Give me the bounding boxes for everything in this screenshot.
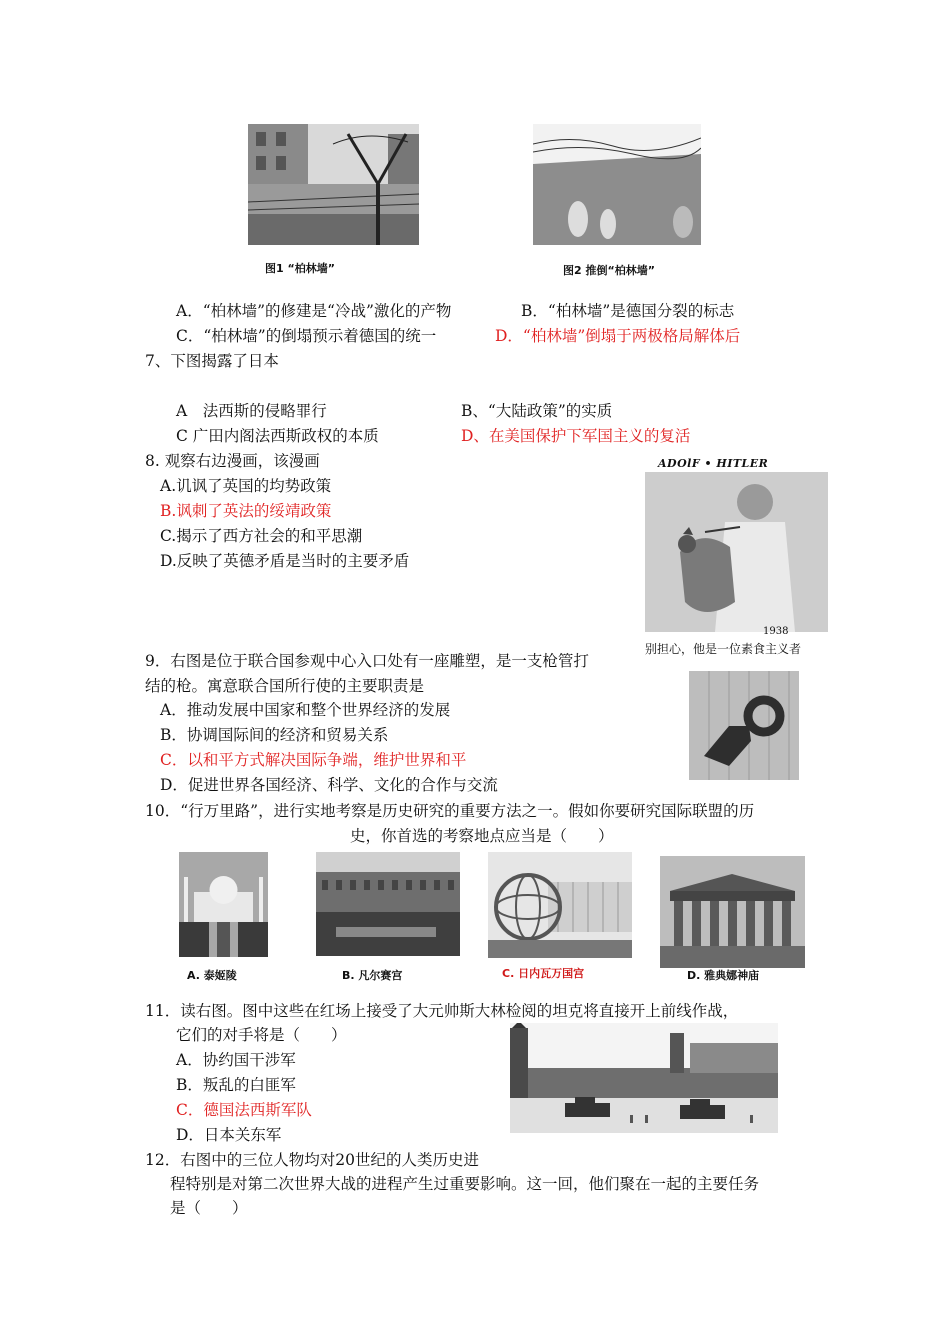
q7-option-c: C 广田内阁法西斯政权的本质 [176,427,379,445]
q10-stem-line1: 10．“行万里路”，进行实地考察是历史研究的重要方法之一。假如你要研究国际联盟的历 [145,802,755,820]
q11-option-d: D．日本关东军 [176,1126,282,1144]
q9-option-c-answer: C．以和平方式解决国际争端，维护世界和平 [160,751,467,769]
q11-stem-line2: 它们的对手将是（ ） [176,1026,347,1044]
q11-option-b: B．叛乱的白匪军 [176,1076,296,1094]
berlin-wall-photo [248,124,419,245]
q6-option-c: C．“柏林墙”的倒塌预示着德国的统一 [176,327,437,345]
q12-stem-line1: 12．右图中的三位人物均对20世纪的人类历史进 [145,1151,479,1169]
q7-option-d-answer: D、在美国保护下军国主义的复活 [461,427,691,445]
berlin-wall-fall-photo [533,124,701,245]
knotted-gun-sculpture-photo [689,671,799,780]
q9-option-a: A．推动发展中国家和整个世界经济的发展 [160,701,451,719]
taj-mahal-photo [179,852,268,957]
q10-caption-b: B. 凡尔赛宫 [342,969,403,982]
cartoon-title: ADOlF • HITLER [658,457,769,470]
q11-stem-line1: 11．读右图。图中这些在红场上接受了大元帅斯大林检阅的坦克将直接开上前线作战， [145,1002,739,1020]
q9-option-d: D．促进世界各国经济、科学、文化的合作与交流 [160,776,498,794]
q9-stem-line1: 9．右图是位于联合国参观中心入口处有一座雕塑，是一支枪管打 [145,652,589,670]
q6-option-b: B．“柏林墙”是德国分裂的标志 [521,302,735,320]
q10-caption-d: D. 雅典娜神庙 [687,969,760,982]
q7-stem: 7、下图揭露了日本 [145,352,279,370]
q10-caption-c-answer: C. 日内瓦万国宫 [502,967,585,980]
q11-option-a: A．协约国干涉军 [176,1051,296,1069]
figure2-caption: 图2 推倒“柏林墙” [563,264,655,277]
q7-option-a: A 法西斯的侵略罪行 [176,402,327,420]
cartoon-year: 1938 [763,626,789,637]
q8-option-d: D.反映了英德矛盾是当时的主要矛盾 [160,552,410,570]
q9-stem-line2: 结的枪。寓意联合国所行使的主要职责是 [145,677,425,695]
palais-des-nations-photo [488,852,632,958]
q9-option-b: B．协调国际间的经济和贸易关系 [160,726,389,744]
q8-option-b-answer: B.讽刺了英法的绥靖政策 [160,502,332,520]
palace-of-versailles-photo [316,852,460,956]
q6-option-d-answer: D．“柏林墙”倒塌于两极格局解体后 [495,327,741,345]
temple-photo [660,856,805,968]
red-square-tanks-photo [510,1023,778,1133]
q6-option-a: A．“柏林墙”的修建是“冷战”激化的产物 [176,302,452,320]
q10-stem-line2: 史，你首选的考察地点应当是（ ） [350,827,614,845]
q10-caption-a: A. 泰姬陵 [187,969,237,982]
q11-option-c-answer: C．德国法西斯军队 [176,1101,312,1119]
q12-stem-line3: 是（ ） [170,1199,248,1217]
q7-option-b: B、“大陆政策”的实质 [461,402,613,420]
q8-stem: 8. 观察右边漫画，该漫画 [145,452,320,470]
q12-stem-line2: 程特别是对第二次世界大战的进程产生过重要影响。这一回，他们聚在一起的主要任务 [170,1175,760,1193]
q8-option-a: A.讥讽了英国的均势政策 [160,477,332,495]
cartoon-caption: 别担心，他是一位素食主义者 [645,642,802,656]
hitler-cartoon [645,472,828,632]
figure1-caption: 图1 “柏林墙” [265,262,335,275]
q8-option-c: C.揭示了西方社会的和平思潮 [160,527,363,545]
